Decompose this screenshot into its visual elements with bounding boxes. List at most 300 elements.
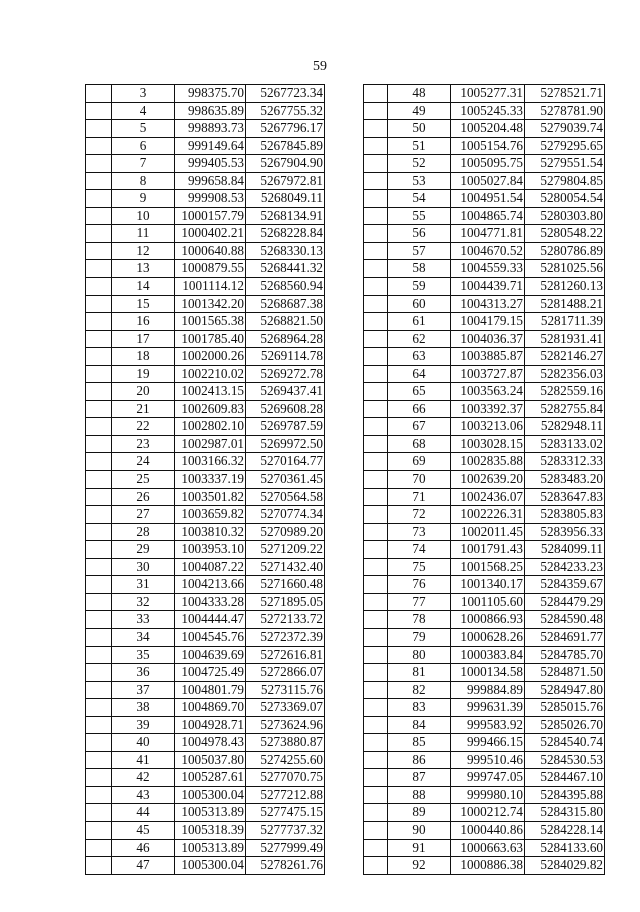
blank-cell	[364, 85, 388, 103]
blank-cell	[86, 330, 112, 348]
point-number-cell: 49	[388, 102, 451, 120]
x-coordinate-cell: 1002226.31	[451, 506, 525, 524]
x-coordinate-cell: 1004801.79	[175, 681, 246, 699]
y-coordinate-cell: 5270989.20	[246, 523, 325, 541]
point-number-cell: 15	[112, 295, 175, 313]
blank-cell	[364, 839, 388, 857]
y-coordinate-cell: 5282356.03	[525, 365, 605, 383]
table-row	[364, 488, 605, 506]
table-row	[86, 839, 325, 857]
blank-cell	[86, 190, 112, 208]
x-coordinate-cell: 1005300.04	[175, 786, 246, 804]
y-coordinate-cell: 5277999.49	[246, 839, 325, 857]
table-row	[86, 471, 325, 489]
blank-cell	[364, 120, 388, 138]
point-number-cell: 37	[112, 681, 175, 699]
point-number-cell: 83	[388, 699, 451, 717]
table-row	[364, 664, 605, 682]
table-row	[86, 593, 325, 611]
x-coordinate-cell: 1002436.07	[451, 488, 525, 506]
y-coordinate-cell: 5285015.76	[525, 699, 605, 717]
y-coordinate-cell: 5269272.78	[246, 365, 325, 383]
table-row	[364, 646, 605, 664]
x-coordinate-cell: 999747.05	[451, 769, 525, 787]
point-number-cell: 57	[388, 242, 451, 260]
blank-cell	[86, 857, 112, 875]
x-coordinate-cell: 1000640.88	[175, 242, 246, 260]
coordinate-table-right	[363, 84, 605, 875]
table-row	[86, 435, 325, 453]
y-coordinate-cell: 5284530.53	[525, 751, 605, 769]
blank-cell	[364, 435, 388, 453]
table-row	[86, 523, 325, 541]
y-coordinate-cell: 5268134.91	[246, 207, 325, 225]
x-coordinate-cell: 1004725.49	[175, 664, 246, 682]
blank-cell	[86, 383, 112, 401]
x-coordinate-cell: 1002835.88	[451, 453, 525, 471]
blank-cell	[364, 593, 388, 611]
point-number-cell: 32	[112, 593, 175, 611]
blank-cell	[86, 400, 112, 418]
x-coordinate-cell: 1005313.89	[175, 839, 246, 857]
point-number-cell: 87	[388, 769, 451, 787]
blank-cell	[86, 260, 112, 278]
x-coordinate-cell: 1003392.37	[451, 400, 525, 418]
blank-cell	[86, 593, 112, 611]
table-row	[364, 295, 605, 313]
x-coordinate-cell: 1000212.74	[451, 804, 525, 822]
table-row	[364, 716, 605, 734]
y-coordinate-cell: 5279804.85	[525, 172, 605, 190]
blank-cell	[364, 137, 388, 155]
blank-cell	[86, 664, 112, 682]
x-coordinate-cell: 1004559.33	[451, 260, 525, 278]
point-number-cell: 30	[112, 558, 175, 576]
blank-cell	[86, 85, 112, 103]
blank-cell	[364, 716, 388, 734]
blank-cell	[364, 611, 388, 629]
y-coordinate-cell: 5280548.22	[525, 225, 605, 243]
point-number-cell: 62	[388, 330, 451, 348]
point-number-cell: 10	[112, 207, 175, 225]
table-row	[364, 576, 605, 594]
x-coordinate-cell: 1004670.52	[451, 242, 525, 260]
y-coordinate-cell: 5273369.07	[246, 699, 325, 717]
x-coordinate-cell: 1005154.76	[451, 137, 525, 155]
table-row	[86, 751, 325, 769]
point-number-cell: 17	[112, 330, 175, 348]
x-coordinate-cell: 1000886.38	[451, 857, 525, 875]
point-number-cell: 86	[388, 751, 451, 769]
point-number-cell: 31	[112, 576, 175, 594]
blank-cell	[364, 681, 388, 699]
table-row	[86, 120, 325, 138]
blank-cell	[86, 295, 112, 313]
y-coordinate-cell: 5267755.32	[246, 102, 325, 120]
blank-cell	[364, 699, 388, 717]
page-number: 59	[313, 59, 327, 74]
blank-cell	[86, 348, 112, 366]
point-number-cell: 77	[388, 593, 451, 611]
point-number-cell: 28	[112, 523, 175, 541]
point-number-cell: 67	[388, 418, 451, 436]
x-coordinate-cell: 999908.53	[175, 190, 246, 208]
blank-cell	[86, 506, 112, 524]
y-coordinate-cell: 5284099.11	[525, 541, 605, 559]
y-coordinate-cell: 5283956.33	[525, 523, 605, 541]
y-coordinate-cell: 5269787.59	[246, 418, 325, 436]
y-coordinate-cell: 5284133.60	[525, 839, 605, 857]
table-row	[86, 628, 325, 646]
point-number-cell: 74	[388, 541, 451, 559]
table-row	[86, 734, 325, 752]
point-number-cell: 78	[388, 611, 451, 629]
x-coordinate-cell: 999510.46	[451, 751, 525, 769]
point-number-cell: 20	[112, 383, 175, 401]
point-number-cell: 73	[388, 523, 451, 541]
x-coordinate-cell: 1004928.71	[175, 716, 246, 734]
table-row	[364, 207, 605, 225]
x-coordinate-cell: 999980.10	[451, 786, 525, 804]
y-coordinate-cell: 5270564.58	[246, 488, 325, 506]
table-row	[364, 383, 605, 401]
y-coordinate-cell: 5280303.80	[525, 207, 605, 225]
table-row	[86, 400, 325, 418]
blank-cell	[364, 400, 388, 418]
table-row	[364, 278, 605, 296]
blank-cell	[86, 365, 112, 383]
x-coordinate-cell: 1000866.93	[451, 611, 525, 629]
x-coordinate-cell: 1000663.63	[451, 839, 525, 857]
point-number-cell: 14	[112, 278, 175, 296]
x-coordinate-cell: 1004213.66	[175, 576, 246, 594]
table-row	[86, 278, 325, 296]
point-number-cell: 51	[388, 137, 451, 155]
blank-cell	[86, 471, 112, 489]
y-coordinate-cell: 5279295.65	[525, 137, 605, 155]
blank-cell	[86, 576, 112, 594]
coordinate-table-right-body	[364, 85, 605, 875]
y-coordinate-cell: 5268687.38	[246, 295, 325, 313]
blank-cell	[86, 225, 112, 243]
point-number-cell: 11	[112, 225, 175, 243]
blank-cell	[86, 155, 112, 173]
table-row	[86, 137, 325, 155]
blank-cell	[86, 488, 112, 506]
coordinate-table-left	[85, 84, 325, 875]
x-coordinate-cell: 1001114.12	[175, 278, 246, 296]
point-number-cell: 26	[112, 488, 175, 506]
blank-cell	[364, 155, 388, 173]
point-number-cell: 89	[388, 804, 451, 822]
point-number-cell: 71	[388, 488, 451, 506]
table-row	[364, 681, 605, 699]
point-number-cell: 12	[112, 242, 175, 260]
blank-cell	[364, 576, 388, 594]
point-number-cell: 91	[388, 839, 451, 857]
point-number-cell: 45	[112, 821, 175, 839]
x-coordinate-cell: 1005095.75	[451, 155, 525, 173]
point-number-cell: 81	[388, 664, 451, 682]
table-row	[364, 137, 605, 155]
x-coordinate-cell: 1002639.20	[451, 471, 525, 489]
blank-cell	[364, 646, 388, 664]
y-coordinate-cell: 5278261.76	[246, 857, 325, 875]
table-row	[86, 242, 325, 260]
y-coordinate-cell: 5269437.41	[246, 383, 325, 401]
x-coordinate-cell: 998375.70	[175, 85, 246, 103]
y-coordinate-cell: 5285026.70	[525, 716, 605, 734]
table-row	[86, 295, 325, 313]
y-coordinate-cell: 5273624.96	[246, 716, 325, 734]
x-coordinate-cell: 1004639.69	[175, 646, 246, 664]
blank-cell	[86, 699, 112, 717]
blank-cell	[364, 313, 388, 331]
point-number-cell: 54	[388, 190, 451, 208]
y-coordinate-cell: 5283805.83	[525, 506, 605, 524]
blank-cell	[86, 786, 112, 804]
blank-cell	[86, 313, 112, 331]
point-number-cell: 35	[112, 646, 175, 664]
y-coordinate-cell: 5269972.50	[246, 435, 325, 453]
blank-cell	[86, 804, 112, 822]
x-coordinate-cell: 1004333.28	[175, 593, 246, 611]
y-coordinate-cell: 5284871.50	[525, 664, 605, 682]
y-coordinate-cell: 5282146.27	[525, 348, 605, 366]
y-coordinate-cell: 5280786.89	[525, 242, 605, 260]
x-coordinate-cell: 1003213.06	[451, 418, 525, 436]
y-coordinate-cell: 5268560.94	[246, 278, 325, 296]
point-number-cell: 39	[112, 716, 175, 734]
blank-cell	[86, 120, 112, 138]
table-row	[86, 85, 325, 103]
blank-cell	[364, 769, 388, 787]
blank-cell	[364, 786, 388, 804]
table-row	[364, 102, 605, 120]
y-coordinate-cell: 5281488.21	[525, 295, 605, 313]
table-row	[364, 471, 605, 489]
y-coordinate-cell: 5274255.60	[246, 751, 325, 769]
y-coordinate-cell: 5282559.16	[525, 383, 605, 401]
blank-cell	[86, 821, 112, 839]
point-number-cell: 34	[112, 628, 175, 646]
point-number-cell: 50	[388, 120, 451, 138]
y-coordinate-cell: 5268330.13	[246, 242, 325, 260]
x-coordinate-cell: 1002609.83	[175, 400, 246, 418]
x-coordinate-cell: 1001105.60	[451, 593, 525, 611]
y-coordinate-cell: 5268441.32	[246, 260, 325, 278]
coordinate-table-left-body	[86, 85, 325, 875]
point-number-cell: 43	[112, 786, 175, 804]
x-coordinate-cell: 1003727.87	[451, 365, 525, 383]
point-number-cell: 72	[388, 506, 451, 524]
y-coordinate-cell: 5271209.22	[246, 541, 325, 559]
point-number-cell: 40	[112, 734, 175, 752]
table-row	[364, 821, 605, 839]
table-row	[364, 313, 605, 331]
y-coordinate-cell: 5277212.88	[246, 786, 325, 804]
blank-cell	[86, 751, 112, 769]
point-number-cell: 88	[388, 786, 451, 804]
x-coordinate-cell: 1003501.82	[175, 488, 246, 506]
table-row	[86, 804, 325, 822]
point-number-cell: 7	[112, 155, 175, 173]
table-row	[86, 313, 325, 331]
table-row	[364, 558, 605, 576]
x-coordinate-cell: 1004036.37	[451, 330, 525, 348]
point-number-cell: 76	[388, 576, 451, 594]
point-number-cell: 9	[112, 190, 175, 208]
x-coordinate-cell: 1004444.47	[175, 611, 246, 629]
blank-cell	[364, 295, 388, 313]
blank-cell	[86, 769, 112, 787]
table-row	[86, 102, 325, 120]
x-coordinate-cell: 1003028.15	[451, 435, 525, 453]
blank-cell	[364, 664, 388, 682]
y-coordinate-cell: 5272372.39	[246, 628, 325, 646]
x-coordinate-cell: 1000383.84	[451, 646, 525, 664]
table-row	[86, 365, 325, 383]
point-number-cell: 36	[112, 664, 175, 682]
y-coordinate-cell: 5271660.48	[246, 576, 325, 594]
blank-cell	[364, 190, 388, 208]
blank-cell	[364, 102, 388, 120]
y-coordinate-cell: 5279551.54	[525, 155, 605, 173]
blank-cell	[86, 628, 112, 646]
point-number-cell: 44	[112, 804, 175, 822]
blank-cell	[364, 734, 388, 752]
y-coordinate-cell: 5281931.41	[525, 330, 605, 348]
y-coordinate-cell: 5284315.80	[525, 804, 605, 822]
point-number-cell: 6	[112, 137, 175, 155]
point-number-cell: 80	[388, 646, 451, 664]
table-row	[86, 716, 325, 734]
table-row	[364, 786, 605, 804]
table-row	[86, 541, 325, 559]
blank-cell	[86, 839, 112, 857]
table-row	[364, 260, 605, 278]
point-number-cell: 22	[112, 418, 175, 436]
y-coordinate-cell: 5278781.90	[525, 102, 605, 120]
y-coordinate-cell: 5277475.15	[246, 804, 325, 822]
x-coordinate-cell: 1005287.61	[175, 769, 246, 787]
x-coordinate-cell: 1004771.81	[451, 225, 525, 243]
table-row	[364, 699, 605, 717]
point-number-cell: 5	[112, 120, 175, 138]
blank-cell	[364, 821, 388, 839]
blank-cell	[86, 172, 112, 190]
y-coordinate-cell: 5284540.74	[525, 734, 605, 752]
y-coordinate-cell: 5268228.84	[246, 225, 325, 243]
x-coordinate-cell: 1004978.43	[175, 734, 246, 752]
table-row	[364, 120, 605, 138]
blank-cell	[364, 488, 388, 506]
table-row	[364, 155, 605, 173]
x-coordinate-cell: 999466.15	[451, 734, 525, 752]
y-coordinate-cell: 5277070.75	[246, 769, 325, 787]
point-number-cell: 48	[388, 85, 451, 103]
point-number-cell: 82	[388, 681, 451, 699]
y-coordinate-cell: 5271432.40	[246, 558, 325, 576]
x-coordinate-cell: 1005313.89	[175, 804, 246, 822]
blank-cell	[86, 242, 112, 260]
x-coordinate-cell: 999583.92	[451, 716, 525, 734]
y-coordinate-cell: 5272133.72	[246, 611, 325, 629]
point-number-cell: 64	[388, 365, 451, 383]
blank-cell	[86, 681, 112, 699]
y-coordinate-cell: 5269114.78	[246, 348, 325, 366]
x-coordinate-cell: 1000879.55	[175, 260, 246, 278]
x-coordinate-cell: 999149.64	[175, 137, 246, 155]
y-coordinate-cell: 5283483.20	[525, 471, 605, 489]
x-coordinate-cell: 1005027.84	[451, 172, 525, 190]
y-coordinate-cell: 5267723.34	[246, 85, 325, 103]
point-number-cell: 23	[112, 435, 175, 453]
table-row	[86, 172, 325, 190]
table-row	[86, 453, 325, 471]
table-row	[86, 821, 325, 839]
point-number-cell: 59	[388, 278, 451, 296]
y-coordinate-cell: 5272866.07	[246, 664, 325, 682]
table-row	[364, 593, 605, 611]
point-number-cell: 58	[388, 260, 451, 278]
blank-cell	[86, 646, 112, 664]
x-coordinate-cell: 1000440.86	[451, 821, 525, 839]
x-coordinate-cell: 1004545.76	[175, 628, 246, 646]
x-coordinate-cell: 1000134.58	[451, 664, 525, 682]
y-coordinate-cell: 5267904.90	[246, 155, 325, 173]
table-row	[86, 488, 325, 506]
x-coordinate-cell: 1001568.25	[451, 558, 525, 576]
blank-cell	[364, 506, 388, 524]
point-number-cell: 3	[112, 85, 175, 103]
x-coordinate-cell: 1003885.87	[451, 348, 525, 366]
table-row	[364, 453, 605, 471]
point-number-cell: 65	[388, 383, 451, 401]
point-number-cell: 24	[112, 453, 175, 471]
x-coordinate-cell: 1003659.82	[175, 506, 246, 524]
point-number-cell: 21	[112, 400, 175, 418]
table-row	[86, 699, 325, 717]
blank-cell	[86, 418, 112, 436]
blank-cell	[364, 260, 388, 278]
table-row	[86, 190, 325, 208]
blank-cell	[86, 137, 112, 155]
blank-cell	[86, 716, 112, 734]
x-coordinate-cell: 1001340.17	[451, 576, 525, 594]
table-row	[364, 172, 605, 190]
table-row	[364, 418, 605, 436]
blank-cell	[86, 102, 112, 120]
point-number-cell: 27	[112, 506, 175, 524]
x-coordinate-cell: 1001785.40	[175, 330, 246, 348]
point-number-cell: 42	[112, 769, 175, 787]
y-coordinate-cell: 5273880.87	[246, 734, 325, 752]
y-coordinate-cell: 5270774.34	[246, 506, 325, 524]
blank-cell	[364, 751, 388, 769]
x-coordinate-cell: 1005204.48	[451, 120, 525, 138]
point-number-cell: 52	[388, 155, 451, 173]
x-coordinate-cell: 1002210.02	[175, 365, 246, 383]
x-coordinate-cell: 1004951.54	[451, 190, 525, 208]
point-number-cell: 55	[388, 207, 451, 225]
y-coordinate-cell: 5284359.67	[525, 576, 605, 594]
y-coordinate-cell: 5283133.02	[525, 435, 605, 453]
y-coordinate-cell: 5283312.33	[525, 453, 605, 471]
y-coordinate-cell: 5272616.81	[246, 646, 325, 664]
y-coordinate-cell: 5271895.05	[246, 593, 325, 611]
blank-cell	[364, 523, 388, 541]
